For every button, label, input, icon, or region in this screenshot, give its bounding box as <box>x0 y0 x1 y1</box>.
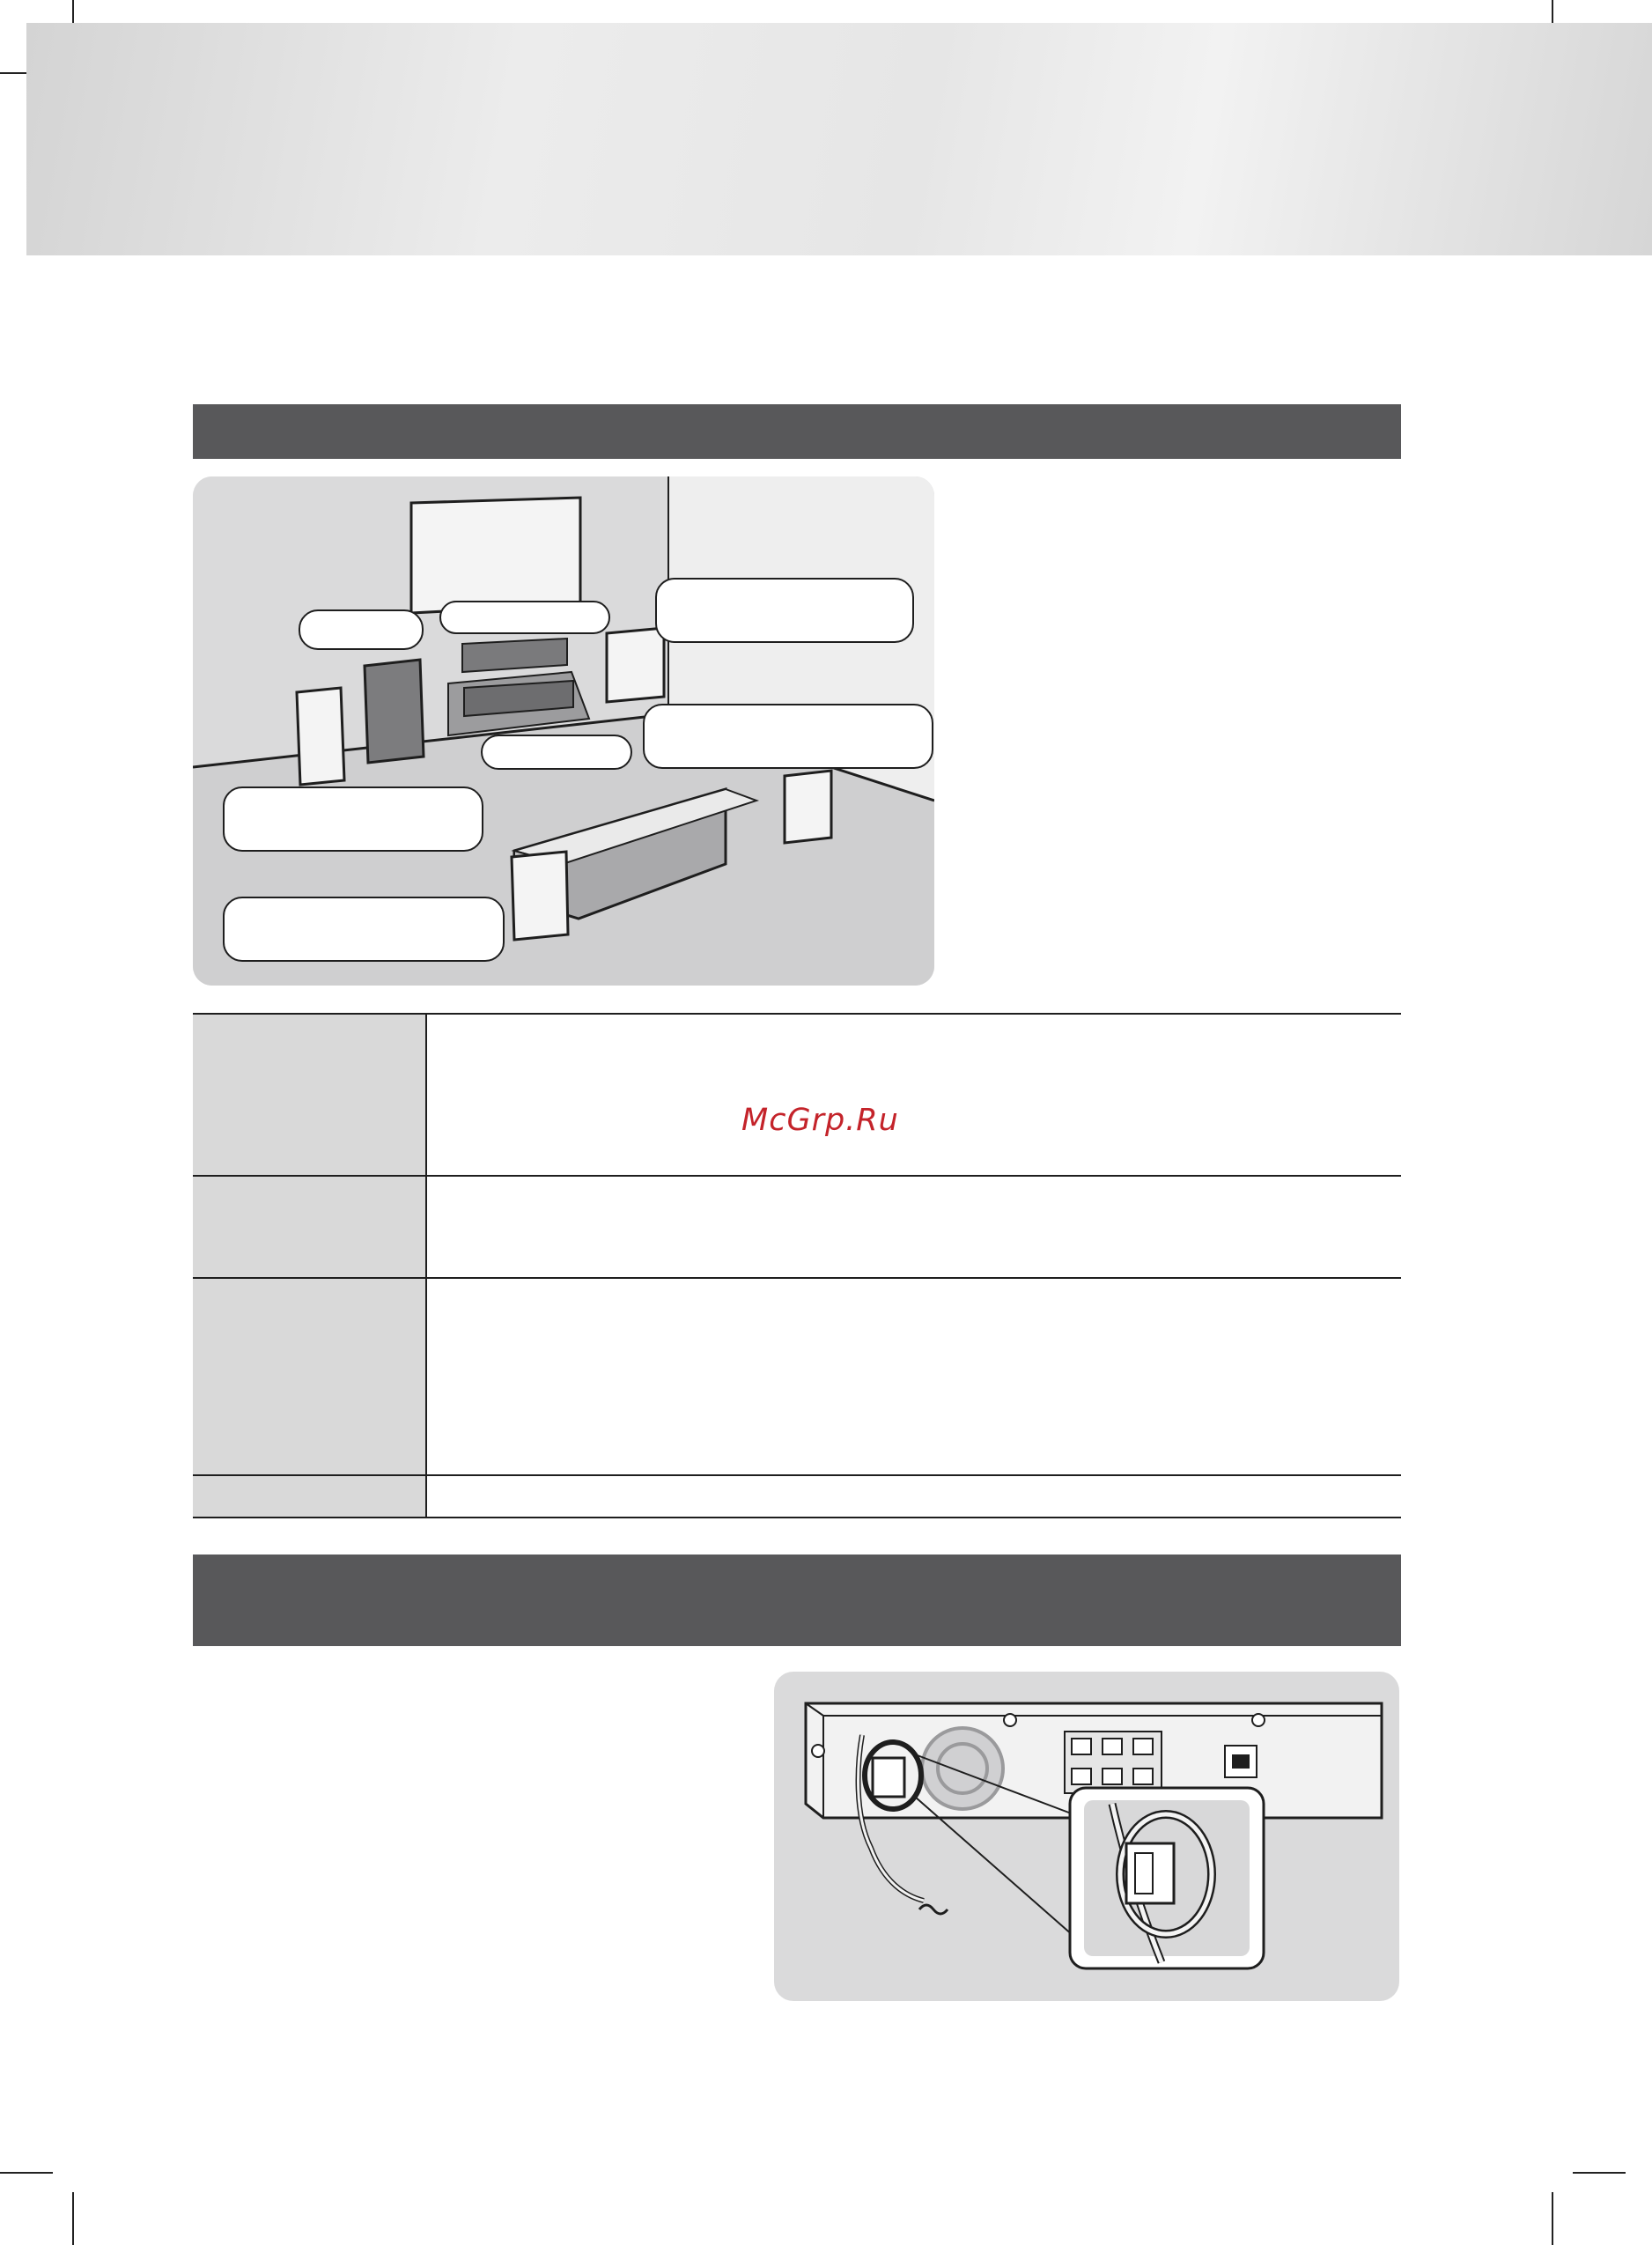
ferrite-core-diagram <box>774 1672 1399 2001</box>
callout-label <box>643 704 933 769</box>
callout-label <box>481 735 632 770</box>
callout-label <box>439 601 610 634</box>
table-row <box>193 1176 1401 1278</box>
crop-mark <box>1573 2172 1626 2174</box>
row-text <box>426 1475 1401 1518</box>
header-band <box>26 23 1652 255</box>
table-row <box>193 1475 1401 1518</box>
row-header <box>193 1475 426 1518</box>
speaker-position-table <box>193 1013 1401 1518</box>
section-bar <box>193 1555 1401 1646</box>
table-row <box>193 1014 1401 1176</box>
row-header <box>193 1014 426 1176</box>
speaker-placement-diagram <box>193 476 934 986</box>
section-bar <box>193 404 1401 459</box>
watermark: McGrp.Ru <box>741 1103 899 1138</box>
callout-label <box>223 897 505 962</box>
crop-mark <box>72 2192 74 2245</box>
row-text <box>426 1014 1401 1176</box>
row-header <box>193 1278 426 1475</box>
crop-mark <box>0 2172 53 2174</box>
unit-rear-illustration <box>774 1672 1399 2001</box>
row-text <box>426 1278 1401 1475</box>
crop-mark <box>1552 2192 1553 2245</box>
callout-label <box>655 578 914 643</box>
callout-label <box>299 609 424 650</box>
row-text <box>426 1176 1401 1278</box>
row-header <box>193 1176 426 1278</box>
table-row <box>193 1278 1401 1475</box>
callout-label <box>223 786 483 852</box>
